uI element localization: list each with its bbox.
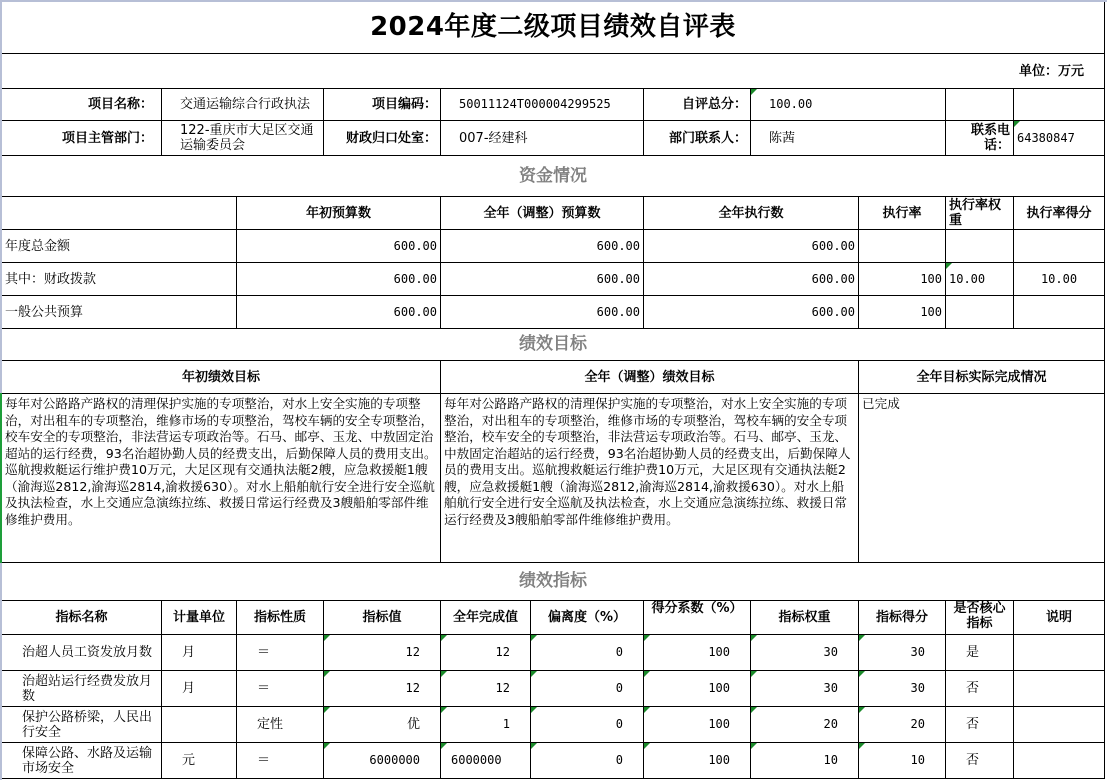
contact-label: 部门联系人： <box>644 121 751 156</box>
funds-adjusted[interactable]: 600.00 <box>441 230 644 263</box>
funds-weight[interactable]: 10.00 <box>946 263 1014 296</box>
funds-executed[interactable]: 600.00 <box>644 263 859 296</box>
ind-header-nature: 指标性质 <box>237 601 324 635</box>
ind-target[interactable]: 12 <box>324 635 441 671</box>
ind-score[interactable]: 10 <box>859 743 946 779</box>
funds-header-score: 执行率得分 <box>1014 197 1105 230</box>
funds-header-rate: 执行率 <box>859 197 946 230</box>
ind-target[interactable]: 6000000 <box>324 743 441 779</box>
ind-target[interactable]: 优 <box>324 707 441 743</box>
goals-header-actual: 全年目标实际完成情况 <box>859 361 1105 394</box>
ind-nature[interactable]: ＝ <box>237 635 324 671</box>
ind-header-actual: 全年完成值 <box>441 601 531 635</box>
ind-actual[interactable]: 12 <box>441 635 531 671</box>
empty-cell[interactable] <box>946 89 1014 121</box>
funds-header-weight: 执行率权重 <box>946 197 1014 230</box>
project-name-label: 项目名称： <box>2 89 162 121</box>
funds-rate[interactable]: 100 <box>859 263 946 296</box>
ind-name[interactable]: 保障公路、水路及运输市场安全 <box>2 743 162 779</box>
ind-name[interactable]: 治超站运行经费发放月数 <box>2 671 162 707</box>
unit-label: 单位：万元 <box>2 54 1105 89</box>
goals-header-initial: 年初绩效目标 <box>2 361 441 394</box>
ind-unit[interactable]: 元 <box>162 743 237 779</box>
ind-note[interactable] <box>1014 707 1105 743</box>
funds-row-label: 其中：财政拨款 <box>2 263 237 296</box>
funds-weight[interactable] <box>946 230 1014 263</box>
ind-coef[interactable]: 100 <box>644 707 751 743</box>
goals-section-title: 绩效目标 <box>2 329 1105 361</box>
actual-completion-text[interactable]: 已完成 <box>859 394 1105 563</box>
funds-header-initial: 年初预算数 <box>237 197 441 230</box>
ind-name[interactable]: 治超人员工资发放月数 <box>2 635 162 671</box>
initial-goal-text[interactable]: 每年对公路路产路权的清理保护实施的专项整治，对水上安全实施的专项整治，对出租车的专项整治，维修市场的专项整治，驾校车辆的安全专项整治，校车安全的专项整治，非法营运专项政治等。石马、邮亭、玉龙、中敖固定治超站的运行经费，93名治超协勤人员的经费支出，后勤保障人员的费用支出。巡航搜救艇运行维护费10万元，大足区现有交通执法艇2艘，应急救援艇1艘（渝海巡2812,渝海巡2814,渝救援630）。对水上船舶航行安全进行安全巡航及执法检查，水上交通应急演练拉练、救援日常运行经费及3艘船舶零部件维修维护费用。 <box>2 394 441 563</box>
dept-value[interactable]: 122-重庆市大足区交通运输委员会 <box>162 121 324 156</box>
ind-score[interactable]: 30 <box>859 635 946 671</box>
ind-note[interactable] <box>1014 743 1105 779</box>
finance-office-label: 财政归口处室： <box>324 121 441 156</box>
project-code-label: 项目编码： <box>324 89 441 121</box>
funds-score[interactable] <box>1014 230 1105 263</box>
funds-executed[interactable]: 600.00 <box>644 230 859 263</box>
funds-executed[interactable]: 600.00 <box>644 296 859 329</box>
ind-header-deviation: 偏离度（%） <box>531 601 644 635</box>
contact-value[interactable]: 陈茜 <box>751 121 946 156</box>
ind-actual[interactable]: 1 <box>441 707 531 743</box>
empty-cell[interactable] <box>1014 89 1105 121</box>
ind-weight[interactable]: 30 <box>751 635 859 671</box>
phone-label: 联系电话： <box>946 121 1014 156</box>
page-title: 2024年度二级项目绩效自评表 <box>2 2 1105 54</box>
funds-header-adjusted: 全年（调整）预算数 <box>441 197 644 230</box>
indicators-section-title: 绩效指标 <box>2 563 1105 601</box>
ind-unit[interactable]: 月 <box>162 671 237 707</box>
ind-note[interactable] <box>1014 635 1105 671</box>
self-score-label: 自评总分： <box>644 89 751 121</box>
ind-actual[interactable]: 12 <box>441 671 531 707</box>
ind-core[interactable]: 是 <box>946 635 1014 671</box>
ind-nature[interactable]: ＝ <box>237 743 324 779</box>
goals-header-adjusted: 全年（调整）绩效目标 <box>441 361 859 394</box>
ind-deviation[interactable]: 0 <box>531 671 644 707</box>
ind-core[interactable]: 否 <box>946 707 1014 743</box>
funds-initial[interactable]: 600.00 <box>237 296 441 329</box>
ind-header-note: 说明 <box>1014 601 1105 635</box>
ind-nature[interactable]: 定性 <box>237 707 324 743</box>
ind-nature[interactable]: ＝ <box>237 671 324 707</box>
funds-rate[interactable] <box>859 230 946 263</box>
ind-deviation[interactable]: 0 <box>531 743 644 779</box>
self-score-value[interactable]: 100.00 <box>751 89 946 121</box>
ind-header-unit: 计量单位 <box>162 601 237 635</box>
ind-header-name: 指标名称 <box>2 601 162 635</box>
ind-header-score: 指标得分 <box>859 601 946 635</box>
dept-label: 项目主管部门： <box>2 121 162 156</box>
ind-core[interactable]: 否 <box>946 671 1014 707</box>
funds-initial[interactable]: 600.00 <box>237 230 441 263</box>
ind-weight[interactable]: 10 <box>751 743 859 779</box>
ind-coef[interactable]: 100 <box>644 671 751 707</box>
project-code-value[interactable]: 50011124T000004299525 <box>441 89 644 121</box>
phone-value[interactable]: 64380847 <box>1014 121 1105 156</box>
funds-header-executed: 全年执行数 <box>644 197 859 230</box>
ind-weight[interactable]: 30 <box>751 671 859 707</box>
ind-deviation[interactable]: 0 <box>531 707 644 743</box>
ind-actual[interactable]: 6000000 <box>441 743 531 779</box>
ind-weight[interactable]: 20 <box>751 707 859 743</box>
ind-header-coef: 得分系数（%） <box>644 601 751 635</box>
ind-unit[interactable] <box>162 707 237 743</box>
funds-adjusted[interactable]: 600.00 <box>441 296 644 329</box>
ind-header-core: 是否核心指标 <box>946 601 1014 635</box>
funds-row-label: 年度总金额 <box>2 230 237 263</box>
ind-score[interactable]: 30 <box>859 671 946 707</box>
project-name-value[interactable]: 交通运输综合行政执法 <box>162 89 324 121</box>
ind-name[interactable]: 保护公路桥梁，人民出行安全 <box>2 707 162 743</box>
ind-deviation[interactable]: 0 <box>531 635 644 671</box>
funds-weight[interactable] <box>946 296 1014 329</box>
ind-unit[interactable]: 月 <box>162 635 237 671</box>
ind-header-target: 指标值 <box>324 601 441 635</box>
ind-core[interactable]: 否 <box>946 743 1014 779</box>
adjusted-goal-text[interactable]: 每年对公路路产路权的清理保护实施的专项整治，对水上安全实施的专项整治，对出租车的专项整治，维修市场的专项整治，驾校车辆的安全专项整治，校车安全的专项整治，非法营运专项政治等。石马、邮亭、玉龙、中敖固定治超站的运行经费，93名治超协勤人员的经费支出，后勤保障人员的费用支出。巡航搜救艇运行维护费10万元，大足区现有交通执法艇2艘，应急救援艇1艘（渝海巡2812,渝海巡2814,渝救援630）。对水上船舶航行安全进行安全巡航及执法检查，水上交通应急演练拉练、救援日常运行经费及3艘船舶零部件维修维护费用。 <box>441 394 859 563</box>
funds-adjusted[interactable]: 600.00 <box>441 263 644 296</box>
funds-header-empty <box>2 197 237 230</box>
ind-coef[interactable]: 100 <box>644 743 751 779</box>
ind-score[interactable]: 20 <box>859 707 946 743</box>
funds-rate[interactable]: 100 <box>859 296 946 329</box>
ind-target[interactable]: 12 <box>324 671 441 707</box>
funds-score[interactable] <box>1014 296 1105 329</box>
funds-row-label: 一般公共预算 <box>2 296 237 329</box>
funds-section-title: 资金情况 <box>2 156 1105 197</box>
funds-initial[interactable]: 600.00 <box>237 263 441 296</box>
finance-office-value[interactable]: 007-经建科 <box>441 121 644 156</box>
ind-coef[interactable]: 100 <box>644 635 751 671</box>
funds-score[interactable]: 10.00 <box>1014 263 1105 296</box>
ind-note[interactable] <box>1014 671 1105 707</box>
ind-header-weight: 指标权重 <box>751 601 859 635</box>
